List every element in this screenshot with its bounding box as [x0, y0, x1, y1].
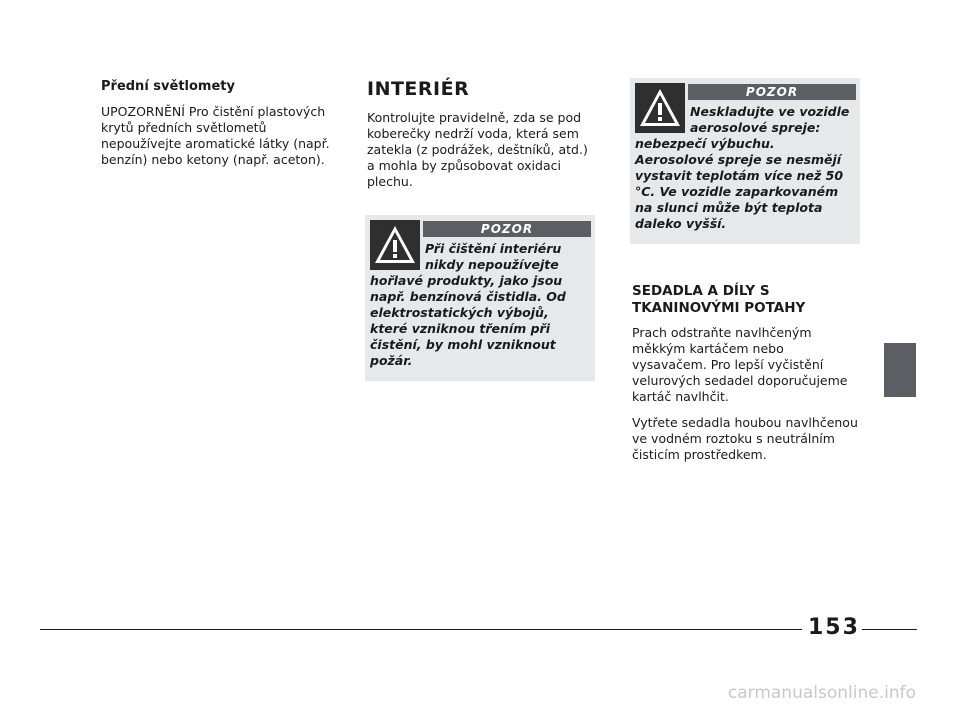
- interior-paragraph: Kontrolujte pravidelně, zda se pod koberečky nedrží voda, která sem zatekla (z podrážek, deštníků, atd.) a mohla by způsobovat oxidaci plechu.: [367, 110, 588, 189]
- footer-rule-left: [40, 629, 802, 630]
- chapter-tab: [884, 343, 916, 397]
- warning-body: hořlavé produkty, jako jsou např. benzínová čistidla. Od elektrostatických výbojů, které vzniknou třením při čistění, by mohl vzniknout požár.: [370, 273, 566, 368]
- column-interior: [367, 78, 597, 200]
- column-headlights: [101, 79, 333, 178]
- watermark: carmanualsonline.info: [727, 683, 916, 703]
- footer-rule-right: [862, 629, 917, 630]
- warning-tag: POZOR: [688, 84, 856, 100]
- seats-paragraph-1: Prach odstraňte navlhčeným měkkým kartáčem nebo vysavačem. Pro lepší vyčistění velurových sedadel doporučujeme kartáč navlhčit.: [632, 325, 848, 404]
- page-number: 153: [808, 615, 860, 640]
- seats-paragraph-2: Vytřete sedadla houbou navlhčenou ve vodném roztoku s neutrálním čisticím prostředkem.: [632, 415, 858, 462]
- warning-box-aerosol: [630, 78, 860, 244]
- warning-lead: Neskladujte ve vozidle aerosolové spreje:: [690, 104, 850, 135]
- section-heading-headlights: Přední světlomety: [101, 79, 235, 94]
- warning-text-interior: [370, 241, 588, 369]
- warning-tag: POZOR: [423, 221, 591, 237]
- section-heading-seats: SEDADLA A DÍLY S TKANINOVÝMI POTAHY: [632, 283, 806, 316]
- warning-box-interior: [365, 215, 595, 381]
- warning-text-aerosol: [635, 104, 853, 232]
- warning-body: nebezpečí výbuchu. Aerosolové spreje se nesmějí vystavit teplotám více než 50 °C. Ve vozidle zaparkovaném na slunci může být teplota daleko vyšší.: [635, 136, 844, 231]
- column-seats: [632, 283, 860, 473]
- headlights-paragraph: UPOZORNĚNÍ Pro čistění plastových krytů předních světlometů nepoužívejte aromatické látky (např. benzín) nebo ketony (např. aceton).: [101, 104, 330, 167]
- section-heading-interior: INTERIÉR: [367, 78, 470, 100]
- warning-lead: Při čištění interiéru nikdy nepoužívejte: [425, 241, 562, 272]
